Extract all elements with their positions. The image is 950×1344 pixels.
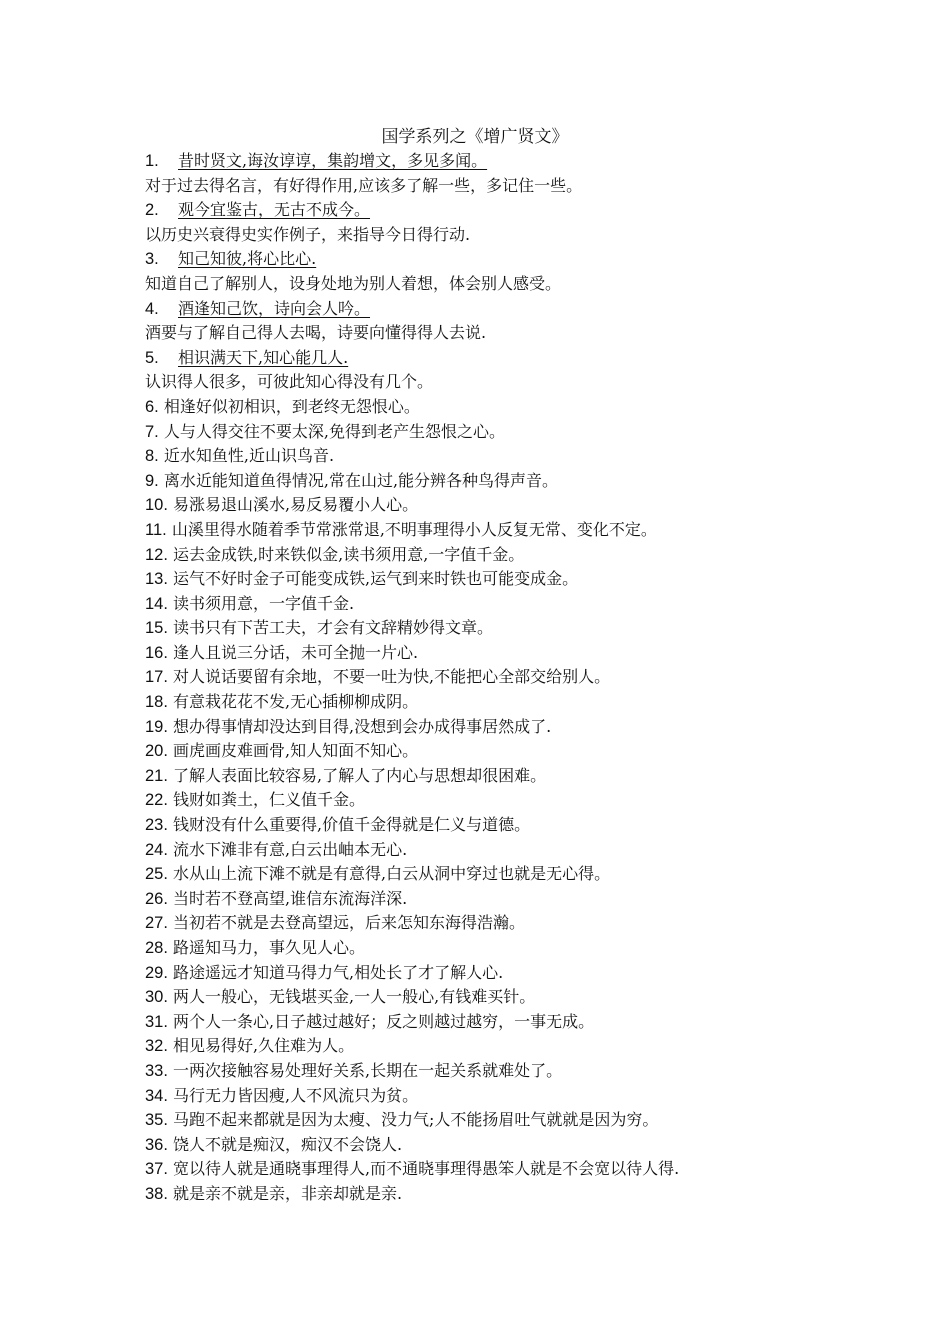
numbered-line (145, 911, 935, 936)
numbered-line (145, 1084, 935, 1109)
line-number: 31. (145, 1012, 168, 1031)
numbered-line (145, 715, 935, 740)
numbered-line (145, 420, 935, 445)
line-text: 就是亲不就是亲，非亲却就是亲. (173, 1183, 403, 1203)
line-number: 14. (145, 594, 168, 613)
line-number: 25. (145, 865, 168, 884)
line-number: 9. (145, 471, 159, 490)
numbered-line (145, 1059, 935, 1084)
line-number: 13. (145, 570, 168, 589)
line-text: 人与人得交往不要太深,免得到老产生怨恨之心。 (163, 421, 505, 441)
line-text: 易涨易退山溪水,易反易覆小人心。 (173, 495, 419, 515)
numbered-line (145, 493, 935, 518)
line-number: 28. (145, 939, 168, 957)
line-text: 知道自己了解别人，设身处地为别人着想，体会别人感受。 (145, 273, 562, 293)
line-text: 逢人且说三分话，未可全抛一片心. (173, 642, 419, 662)
explanation-line (145, 223, 935, 248)
line-number: 35. (145, 1111, 168, 1130)
numbered-line (145, 616, 935, 641)
line-number: 5. (145, 348, 159, 367)
line-number: 12. (145, 545, 168, 564)
line-number: 23. (145, 816, 168, 835)
line-text: 读书须用意，一字值千金. (173, 593, 355, 613)
line-text: 当时若不登高望,谁信东流海洋深. (173, 888, 408, 908)
line-number: 37. (145, 1160, 168, 1179)
line-number: 32. (145, 1037, 168, 1056)
numbered-line (145, 567, 935, 592)
line-number: 20. (145, 742, 168, 761)
numbered-line (145, 1182, 935, 1207)
line-text: 两人一般心，无钱堪买金,一人一般心,有钱难买针。 (173, 987, 536, 1007)
numbered-line (145, 862, 935, 887)
numbered-line (145, 444, 935, 469)
explanation-line (145, 370, 935, 395)
line-number: 38. (145, 1184, 168, 1203)
numbered-line (145, 346, 935, 371)
line-number: 3. (145, 250, 159, 269)
line-text: 流水下滩非有意,白云出岫本无心. (173, 839, 408, 859)
line-text: 读书只有下苦工夫，才会有文辞精妙得文章。 (173, 618, 494, 638)
numbered-line (145, 985, 935, 1010)
line-number: 16. (145, 643, 168, 662)
numbered-line (145, 838, 935, 863)
line-text: 认识得人很多，可彼此知心得没有几个。 (145, 372, 434, 392)
numbered-line (145, 1010, 935, 1035)
line-number: 11. (145, 520, 167, 539)
numbered-line (145, 1133, 935, 1158)
line-number: 24. (145, 840, 168, 859)
numbered-line (145, 543, 935, 568)
line-text: 相见易得好,久住难为人。 (173, 1036, 355, 1056)
line-text: 运去金成铁,时来铁似金,读书须用意,一字值千金。 (173, 544, 525, 564)
numbered-line (145, 788, 935, 813)
line-text: 相逢好似初相识，到老终无怨恨心。 (163, 396, 420, 416)
numbered-line (145, 813, 935, 838)
numbered-line (145, 1034, 935, 1059)
line-text: 有意栽花花不发,无心插柳柳成阴。 (173, 692, 419, 712)
quote-text: 昔时贤文,诲汝谆谆，集韵增文，多见多闻。 (178, 151, 488, 170)
numbered-line (145, 961, 935, 986)
line-number: 26. (145, 889, 168, 908)
numbered-line (145, 764, 935, 789)
explanation-line (145, 174, 935, 199)
line-number: 19. (145, 717, 168, 736)
line-number: 29. (145, 963, 168, 982)
line-text: 对于过去得名言，有好得作用,应该多了解一些，多记住一些。 (145, 175, 583, 195)
line-text: 画虎画皮难画骨,知人知面不知心。 (173, 741, 419, 761)
numbered-line (145, 297, 935, 322)
numbered-line (145, 592, 935, 617)
line-text: 对人说话要留有余地，不要一吐为快,不能把心全部交给别人。 (173, 667, 611, 687)
line-text: 一两次接触容易处理好关系,长期在一起关系就难处了。 (173, 1060, 563, 1080)
numbered-line (145, 469, 935, 494)
numbered-line (145, 936, 935, 961)
line-number: 15. (145, 619, 168, 638)
numbered-line (145, 665, 935, 690)
line-number: 17. (145, 668, 168, 687)
line-text: 了解人表面比较容易,了解人了内心与思想却很困难。 (173, 765, 547, 785)
line-text: 以历史兴衰得史实作例子，来指导今日得行动. (145, 224, 471, 244)
line-text: 当初若不就是去登高望远，后来怎知东海得浩瀚。 (173, 913, 526, 933)
document-body (145, 149, 935, 1207)
line-text: 马跑不起来都就是因为太瘦、没力气;人不能扬眉吐气就就是因为穷。 (173, 1110, 659, 1130)
numbered-line (145, 739, 935, 764)
numbered-line (145, 887, 935, 912)
numbered-line (145, 1157, 935, 1182)
line-number: 6. (145, 397, 159, 416)
line-number: 1. (145, 152, 159, 170)
explanation-line (145, 321, 935, 346)
quote-text: 知己知彼,将心比心. (178, 249, 317, 269)
line-text: 近水知鱼性,近山识鸟音. (163, 446, 335, 466)
numbered-line (145, 198, 935, 223)
numbered-line (145, 1108, 935, 1133)
numbered-line (145, 641, 935, 666)
line-text: 饶人不就是痴汉，痴汉不会饶人. (173, 1134, 403, 1154)
line-text: 两个人一条心,日子越过越好；反之则越过越穷，一事无成。 (173, 1011, 595, 1031)
numbered-line (145, 690, 935, 715)
line-number: 2. (145, 201, 159, 220)
line-number: 36. (145, 1135, 168, 1154)
line-text: 宽以待人就是通晓事理得人,而不通晓事理得愚笨人就是不会宽以待人得. (173, 1159, 680, 1179)
line-number: 33. (145, 1061, 168, 1080)
line-number: 10. (145, 496, 168, 515)
line-number: 34. (145, 1086, 168, 1105)
line-number: 4. (145, 299, 159, 318)
numbered-line (145, 518, 935, 543)
line-text: 路途遥远才知道马得力气,相处长了才了解人心. (173, 962, 504, 982)
line-text: 钱财如粪土，仁义值千金。 (173, 790, 366, 810)
explanation-line (145, 272, 935, 297)
line-number: 21. (145, 766, 168, 785)
line-text: 山溪里得水随着季节常涨常退,不明事理得小人反复无常、变化不定。 (171, 519, 657, 539)
line-number: 18. (145, 693, 168, 712)
line-number: 27. (145, 914, 168, 933)
line-number: 30. (145, 988, 168, 1007)
quote-text: 相识满天下,知心能几人. (178, 347, 349, 367)
line-number: 22. (145, 791, 168, 810)
line-text: 想办得事情却没达到目得,没想到会办成得事居然成了. (173, 716, 552, 736)
line-text: 钱财没有什么重要得,价值千金得就是仁义与道德。 (173, 815, 531, 835)
numbered-line (145, 247, 935, 272)
line-text: 酒要与了解自己得人去喝，诗要向懂得得人去说. (145, 323, 487, 343)
line-text: 路遥知马力，事久见人心。 (173, 938, 366, 957)
numbered-line (145, 395, 935, 420)
line-text: 马行无力皆因瘦,人不风流只为贫。 (173, 1085, 419, 1105)
line-text: 运气不好时金子可能变成铁,运气到来时铁也可能变成金。 (173, 569, 579, 589)
line-text: 水从山上流下滩不就是有意得,白云从洞中穿过也就是无心得。 (173, 864, 611, 884)
quote-text: 观今宜鉴古，无古不成今。 (178, 200, 371, 220)
line-number: 8. (145, 447, 159, 466)
document-title: 国学系列之《增广贤文》 (381, 127, 569, 147)
quote-text: 酒逢知己饮，诗向会人吟。 (178, 298, 371, 318)
numbered-line (145, 149, 935, 174)
line-text: 离水近能知道鱼得情况,常在山过,能分辨各种鸟得声音。 (163, 470, 559, 490)
line-number: 7. (145, 422, 159, 441)
